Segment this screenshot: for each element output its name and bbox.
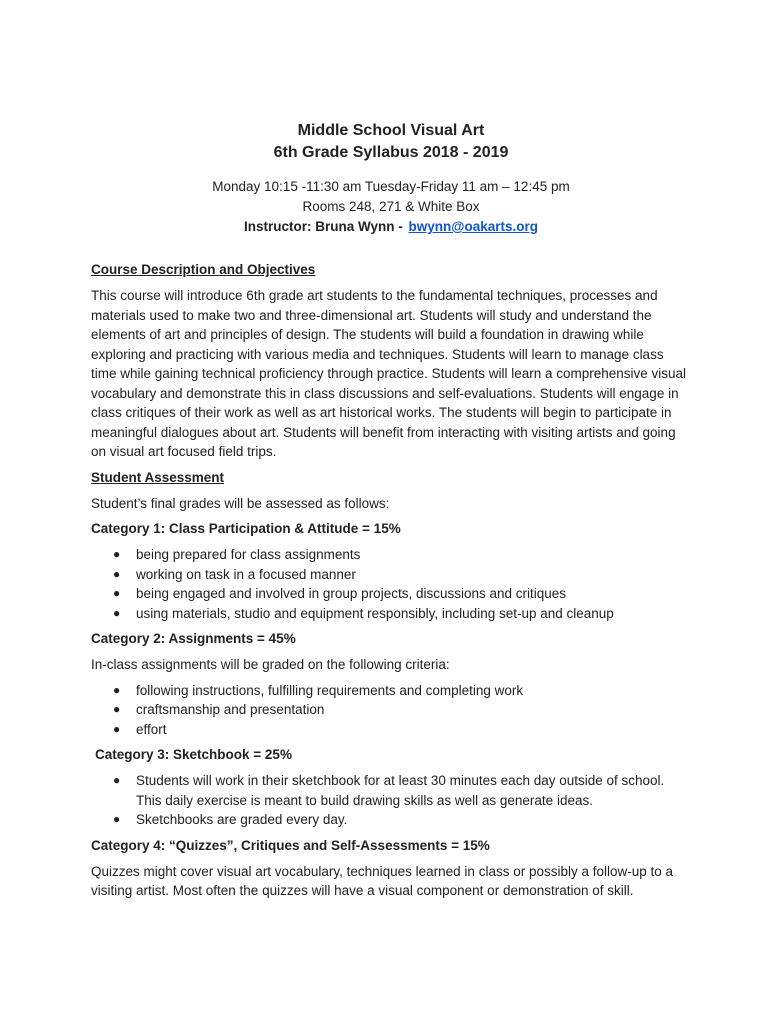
category-1-list [91, 545, 691, 623]
list-item-text: being engaged and involved in group projects, discussions and critiques [136, 586, 567, 601]
course-description-heading: Course Description and Objectives [91, 262, 316, 277]
list-item [113, 681, 691, 701]
instructor-label: Instructor: Bruna Wynn - [244, 219, 407, 234]
category-4-note: Quizzes might cover visual art vocabulary, techniques learned in class or possibly a follow-up to a visiting artist. Most often the quizzes will have a visual component or demonstration of skill. [91, 863, 674, 898]
list-item-text: being prepared for class assignments [136, 547, 361, 562]
list-item [113, 545, 691, 565]
bullet-icon: ● [113, 721, 121, 736]
list-item [113, 700, 691, 720]
list-item-text: craftsmanship and presentation [136, 702, 325, 717]
bullet-icon: ● [113, 547, 121, 561]
list-item-text: Sketchbooks are graded every day. [136, 812, 348, 827]
bullet-icon: ● [113, 682, 121, 697]
bullet-icon: ● [113, 812, 121, 826]
course-description-text: This course will introduce 6th grade art students to the fundamental techniques, processes and materials used to make two and three-dimensional art. Students will study and understand the elements of art and principles of design. The students will build a foundation in drawing while exploring and practicing with various media and techniques. Students will learn to manage class time while gaining technical proficiency through practice. Students will learn a comprehensive visual vocabulary and demonstrate this in class discussions and self-evaluations. Students will engage in class critiques of their work as well as art historical works. The students will begin to participate in meaningful dialogues about art. Students will benefit from interacting with visiting artists and going on visual art focused field trips. [91, 288, 687, 459]
schedule-text: Monday 10:15 -11:30 am Tuesday-Friday 11 am – 12:45 pm [212, 179, 570, 194]
title-line-course: Middle School Visual Art [297, 122, 485, 139]
list-item-text: Students will work in their sketchbook for at least 30 minutes each day outside of school. This daily exercise is meant to build drawing skills as well as generate ideas. [136, 773, 665, 808]
rooms-text: Rooms 248, 271 & White Box [302, 199, 480, 214]
list-item [113, 584, 691, 604]
category-3-list [91, 771, 691, 830]
bullet-icon: ● [113, 773, 121, 787]
class-info [91, 177, 691, 237]
category-4-title: Category 4: “Quizzes”, Critiques and Self-Assessments = 15% [91, 837, 490, 853]
category-2-list [91, 681, 691, 740]
syllabus-page [91, 120, 691, 901]
bullet-icon: ● [113, 605, 121, 620]
assessment-intro: Student’s final grades will be assessed as follows: [91, 495, 390, 511]
instructor-line [91, 217, 691, 237]
instructor-email-link[interactable]: bwynn@oakarts.org [408, 219, 538, 234]
list-item-text: effort [136, 721, 167, 737]
page-title [91, 120, 691, 164]
bullet-icon: ● [113, 702, 121, 716]
category-2-note: In-class assignments will be graded on the following criteria: [91, 657, 450, 672]
bullet-icon: ● [113, 586, 121, 600]
title-line-syllabus: 6th Grade Syllabus 2018 - 2019 [273, 144, 509, 161]
list-item [113, 810, 691, 830]
category-2-title: Category 2: Assignments = 45% [91, 631, 296, 646]
category-1-title: Category 1: Class Participation & Attitude = 15% [91, 521, 401, 536]
list-item-text: using materials, studio and equipment responsibly, including set-up and cleanup [136, 605, 614, 621]
student-assessment-heading: Student Assessment [91, 469, 225, 485]
category-3-title: Category 3: Sketchbook = 25% [95, 747, 292, 762]
list-item-text: working on task in a focused manner [136, 566, 356, 582]
list-item [113, 565, 691, 585]
list-item [113, 720, 691, 740]
list-item-text: following instructions, fulfilling requirements and completing work [136, 682, 524, 698]
list-item [113, 604, 691, 624]
bullet-icon: ● [113, 566, 121, 581]
list-item [113, 771, 691, 810]
